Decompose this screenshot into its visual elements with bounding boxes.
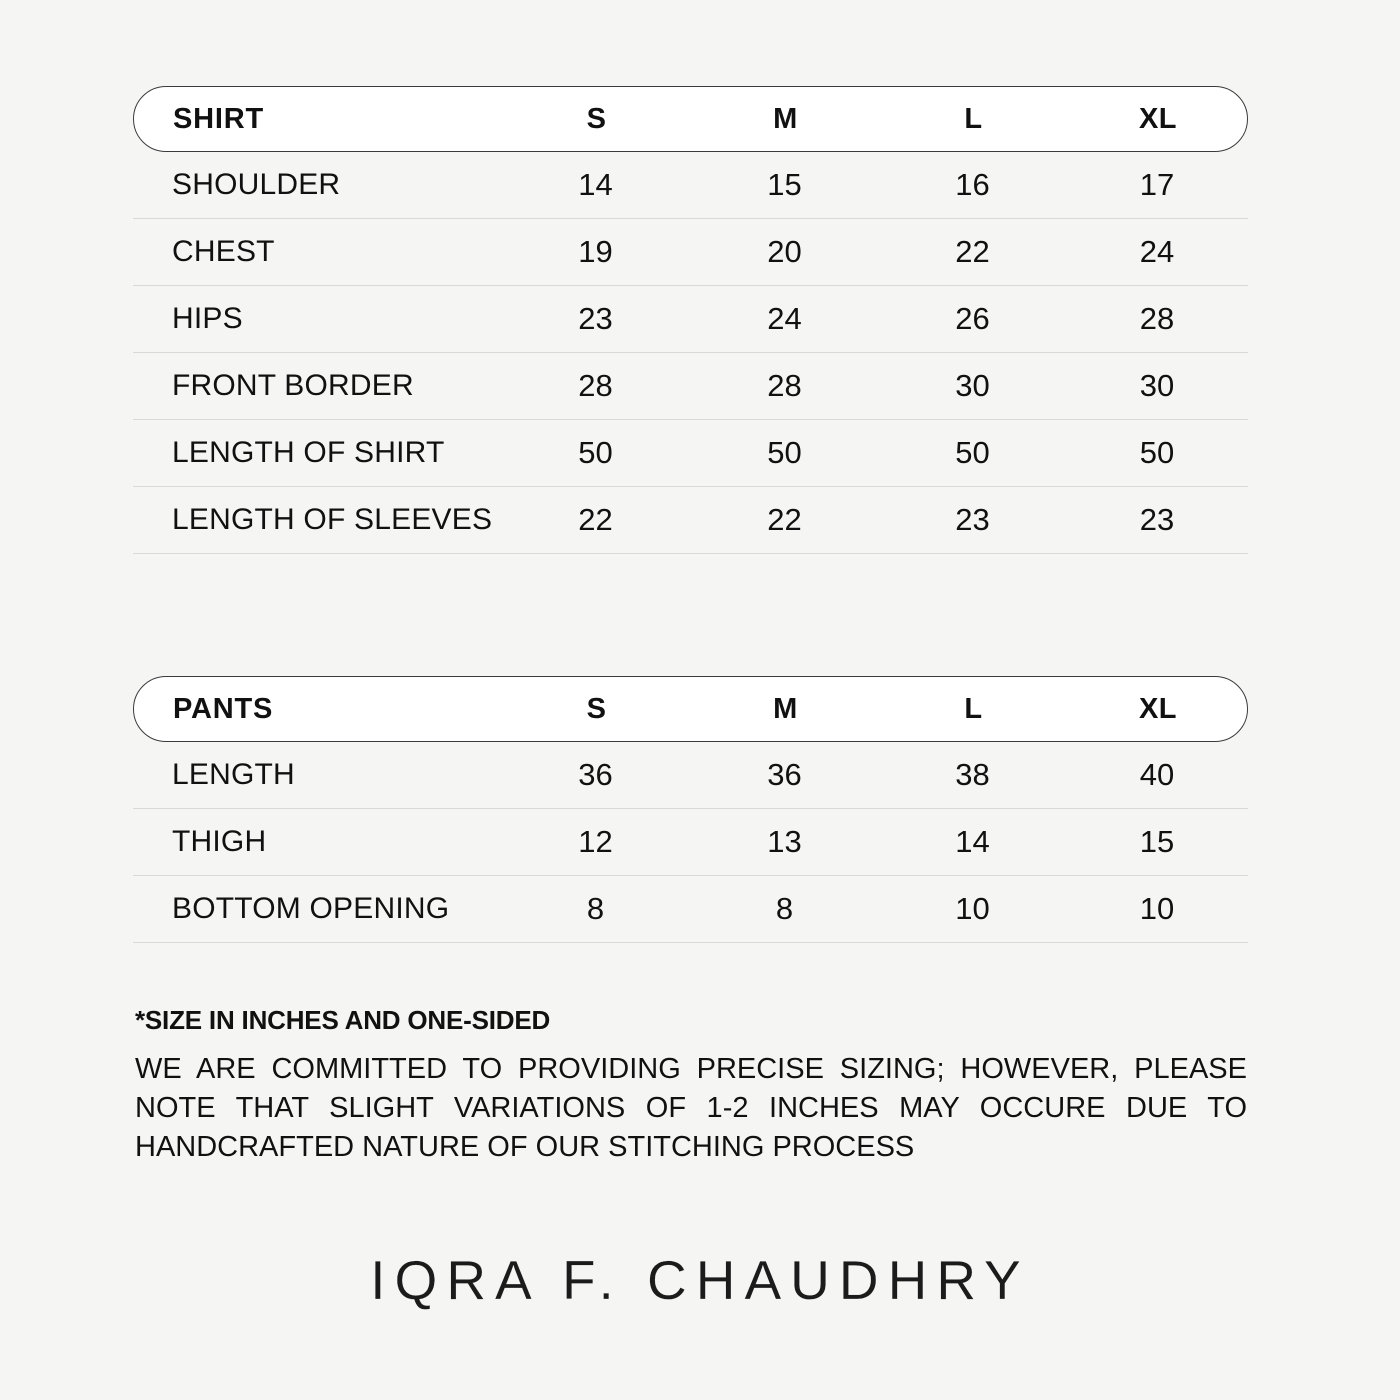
measurement-label: FRONT BORDER — [172, 369, 414, 402]
measurement-value-xl: 17 — [1139, 167, 1175, 202]
measurement-value-m: 8 — [775, 891, 794, 926]
pants-table-title: PANTS — [173, 692, 274, 725]
measurement-label: LENGTH — [172, 758, 295, 791]
measurement-value-l: 16 — [955, 167, 990, 202]
measurement-value-m: 50 — [767, 435, 802, 470]
measurement-value-s: 50 — [578, 435, 613, 470]
pants-column-header-l: L — [964, 692, 983, 725]
pants-column-header-s: S — [586, 692, 607, 725]
measurement-label: CHEST — [172, 235, 275, 268]
shirt-column-header-s: S — [586, 102, 607, 135]
measurement-value-l: 14 — [955, 824, 990, 859]
disclaimer-body-text: WE ARE COMMITTED TO PROVIDING PRECISE SIZING; HOWEVER, PLEASE NOTE THAT SLIGHT VARIATIONS OF 1-2 INCHES MAY OCCURE DUE TO HANDCRAFTED NATURE OF OUR STITCHING PROCESS — [135, 1053, 1247, 1163]
measurement-label: LENGTH OF SLEEVES — [172, 503, 493, 536]
pants-column-header-m: M — [773, 692, 798, 725]
table-row — [133, 742, 1248, 809]
measurement-value-s: 12 — [578, 824, 613, 859]
shirt-size-table — [133, 86, 1248, 554]
measurement-value-xl: 40 — [1139, 757, 1175, 792]
measurement-value-l: 30 — [955, 368, 990, 403]
table-row — [133, 809, 1248, 876]
measurement-label: LENGTH OF SHIRT — [172, 436, 445, 469]
measurement-value-xl: 28 — [1139, 301, 1175, 336]
shirt-table-header-pill — [133, 86, 1248, 152]
measurement-value-s: 22 — [578, 502, 613, 537]
table-row — [133, 219, 1248, 286]
measurement-label: BOTTOM OPENING — [172, 892, 450, 925]
pants-table-header-pill — [133, 676, 1248, 742]
measurement-value-m: 36 — [767, 757, 802, 792]
measurement-value-xl: 50 — [1139, 435, 1175, 470]
table-row — [133, 152, 1248, 219]
pants-size-table — [133, 676, 1248, 943]
pants-column-header-xl: XL — [1138, 692, 1178, 725]
measurement-value-s: 23 — [578, 301, 613, 336]
shirt-column-header-m: M — [773, 102, 798, 135]
measurement-value-s: 19 — [578, 234, 613, 269]
measurement-value-l: 10 — [955, 891, 990, 926]
measurement-value-s: 28 — [578, 368, 613, 403]
measurement-value-m: 13 — [767, 824, 802, 859]
measurement-value-xl: 10 — [1139, 891, 1175, 926]
measurement-value-m: 22 — [767, 502, 802, 537]
measurement-value-m: 20 — [767, 234, 802, 269]
measurement-value-m: 24 — [767, 301, 802, 336]
table-row — [133, 420, 1248, 487]
shirt-table-title: SHIRT — [173, 102, 264, 135]
measurement-value-xl: 24 — [1139, 234, 1175, 269]
measurement-value-m: 15 — [767, 167, 802, 202]
shirt-table-body — [133, 152, 1248, 554]
measurement-value-l: 23 — [955, 502, 990, 537]
measurement-label: THIGH — [172, 825, 267, 858]
measurement-value-xl: 23 — [1139, 502, 1175, 537]
table-row — [133, 286, 1248, 353]
measurement-value-s: 36 — [578, 757, 613, 792]
measurement-label: HIPS — [172, 302, 243, 335]
shirt-column-header-l: L — [964, 102, 983, 135]
table-row — [133, 876, 1248, 943]
measurement-value-l: 50 — [955, 435, 990, 470]
measurement-value-l: 38 — [955, 757, 990, 792]
table-row — [133, 487, 1248, 554]
measurement-value-s: 14 — [578, 167, 613, 202]
measurement-label: SHOULDER — [172, 168, 341, 201]
measurement-value-xl: 30 — [1139, 368, 1175, 403]
measurement-value-s: 8 — [586, 891, 605, 926]
measurement-value-l: 26 — [955, 301, 990, 336]
measurement-value-m: 28 — [767, 368, 802, 403]
measurement-value-xl: 15 — [1139, 824, 1175, 859]
disclaimer-headline: *SIZE IN INCHES AND ONE-SIDED — [135, 1005, 551, 1035]
disclaimer-block — [135, 1005, 1247, 1167]
brand-logo-wordmark: IQRA F. CHAUDHRY — [370, 1249, 1030, 1311]
shirt-column-header-xl: XL — [1138, 102, 1178, 135]
pants-table-body — [133, 742, 1248, 943]
measurement-value-l: 22 — [955, 234, 990, 269]
table-row — [133, 353, 1248, 420]
